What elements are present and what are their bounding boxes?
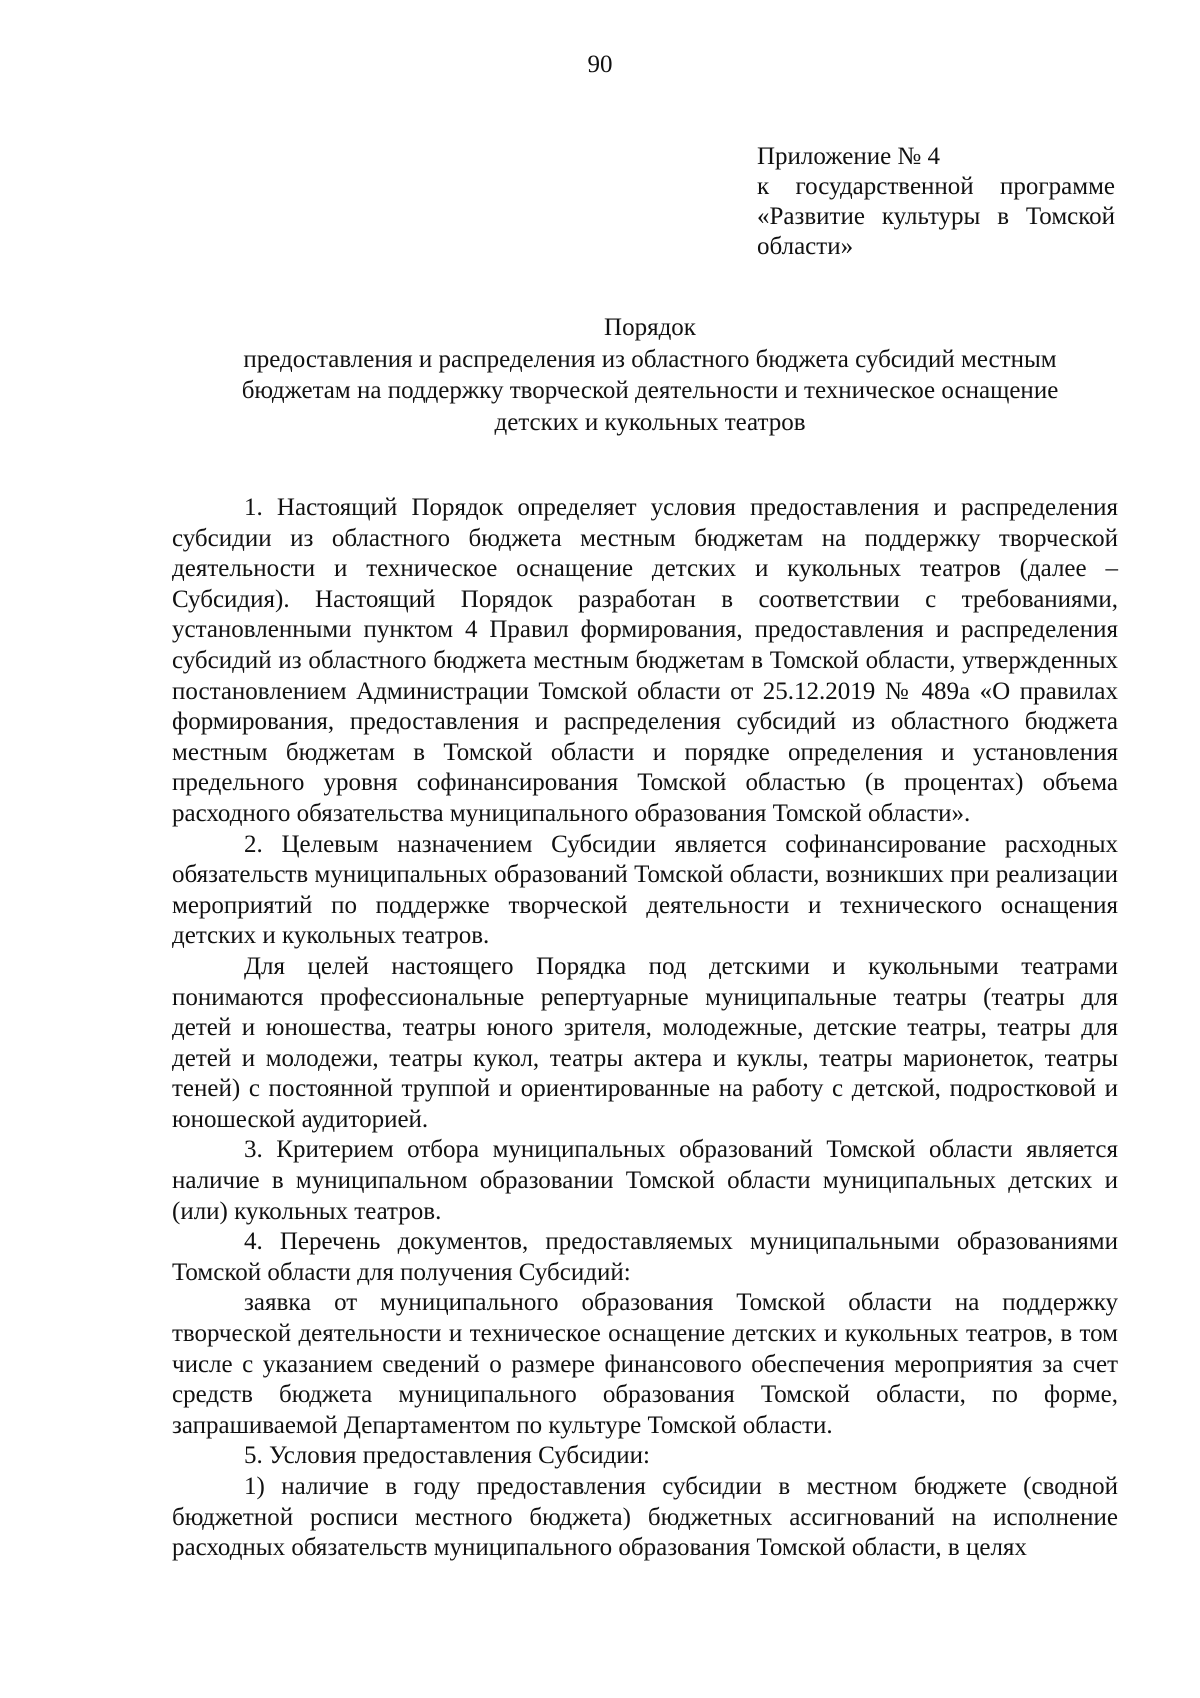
- page-number: 90: [587, 51, 613, 78]
- paragraph: 2. Целевым назначением Субсидии является софинансирование расходных обязательств муниципальных образований Томской области, возникших при реализации мероприятий по поддержке творческой деятельности и технического оснащения детских и кукольных театров.: [172, 830, 1118, 950]
- appendix-line: к государственной программе: [757, 173, 1115, 200]
- appendix-line: Приложение № 4: [757, 143, 941, 170]
- appendix-line: области»: [757, 233, 854, 260]
- appendix-reference: [757, 142, 1115, 262]
- paragraph: Для целей настоящего Порядка под детскими и кукольными театрами понимаются профессиональные репертуарные муниципальные театры (театры для детей и юношества, театры юного зрителя, молодежные, детские театры, театры для детей и молодежи, театры кукол, театры актера и куклы, театры марионеток, театры теней) с постоянной труппой и ориентированные на работу с детской, подростковой и юношеской аудиторией.: [172, 952, 1118, 1133]
- document-title: [150, 312, 1150, 438]
- paragraph: 5. Условия предоставления Субсидии:: [244, 1442, 651, 1470]
- title-line: детских и кукольных театров: [494, 408, 806, 436]
- paragraph: заявка от муниципального образования Томской области на поддержку творческой деятельности и техническое оснащение детских и кукольных театров, в том числе с указанием сведений о размере финансового обеспечения мероприятия за счет средств бюджета муниципального образования Томской области, по форме, запрашиваемой Департаментом по культуре Томской области.: [172, 1289, 1118, 1439]
- paragraph: 1. Настоящий Порядок определяет условия предоставления и распределения субсидии из областного бюджета местным бюджетам на поддержку творческой деятельности и техническое оснащение детских и кукольных театров (далее – Субсидия). Настоящий Порядок разработан в соответствии с требованиями, установленными пунктом 4 Правил формирования, предоставления и распределения субсидий из областного бюджета местным бюджетам в Томской области, утвержденных постановлением Администрации Томской области от 25.12.2019 № 489а «О правилах формирования, предоставления и распределения субсидий из областного бюджета местным бюджетам в Томской области и порядке определения и установления предельного уровня софинансирования Томской областью (в процентах) объема расходного обязательства муниципального образования Томской области».: [172, 494, 1118, 827]
- paragraph: 1) наличие в году предоставления субсидии в местном бюджете (сводной бюджетной росписи местного бюджета) бюджетных ассигнований на исполнение расходных обязательств муниципального образования Томской области, в целях: [172, 1473, 1118, 1562]
- document-body: [172, 493, 1118, 1564]
- paragraph: 3. Критерием отбора муниципальных образований Томской области является наличие в муниципальном образовании Томской области муниципальных детских и (или) кукольных театров.: [172, 1136, 1118, 1225]
- title-heading: Порядок: [604, 314, 696, 341]
- paragraph: 4. Перечень документов, предоставляемых муниципальными образованиями Томской области для получения Субсидий:: [172, 1228, 1118, 1286]
- title-line: предоставления и распределения из областного бюджета субсидий местным: [243, 345, 1057, 373]
- appendix-line: «Развитие культуры в Томской: [757, 203, 1115, 230]
- title-line: бюджетам на поддержку творческой деятельности и техническое оснащение: [241, 377, 1059, 404]
